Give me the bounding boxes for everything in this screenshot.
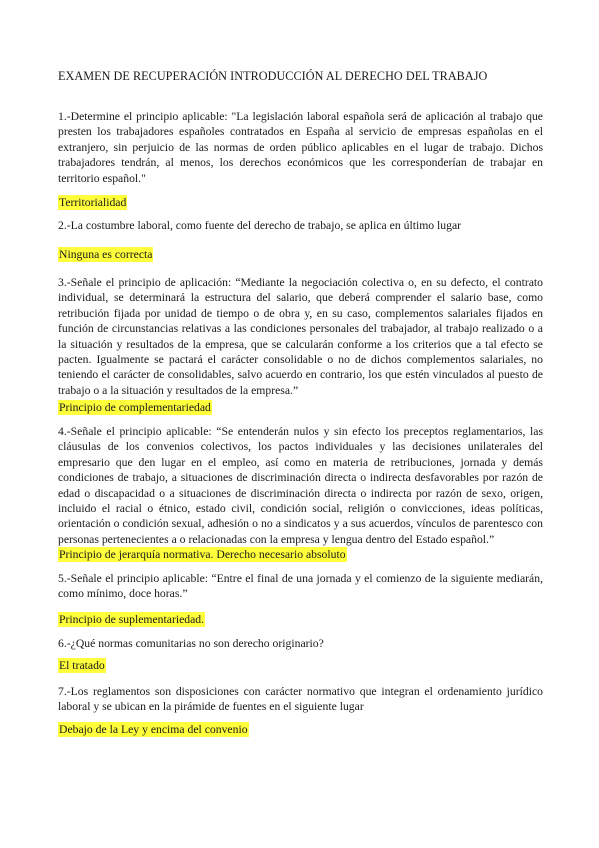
question-1: 1.-Determine el principio aplicable: "La legislación laboral española será de aplicación al trabajo que presten los trabajadores españoles contratados en España al servicio de empresas españolas en el extranjero, sin perjuicio de las normas de orden público aplicables en el lugar de trabajo. Dichos trabajadores tendrán, al menos, los derechos económicos que les corresponderían de trabajar en territorio español." [58,110,543,185]
document-title: EXAMEN DE RECUPERACIÓN INTRODUCCIÓN AL DERECHO DEL TRABAJO [58,69,488,83]
question-2: 2.-La costumbre laboral, como fuente del derecho de trabajo, se aplica en último lugar [58,219,462,232]
question-6: 6.-¿Qué normas comunitarias no son derecho originario? [58,637,324,650]
answer-3: Principio de complementariedad [59,401,211,414]
question-3: 3.-Señale el principio de aplicación: “Mediante la negociación colectiva o, en su defecto, el contrato individual, se determinará la estructura del salario, que deberá comprender el salario base, como retribución fijada por unidad de tiempo o de obra y, en su caso, complementos salariales fijados en función de circunstancias relativas a las condiciones personales del trabajador, al trabajo realizado o a la situación y resultados de la empresa, que se calcularán conforme a los criterios que a tal efecto se pacten. Igualmente se pactará el carácter consolidable o no de dichos complementos salariales, no teniendo el carácter de consolidables, salvo acuerdo en contrario, los que estén vinculados al puesto de trabajo o a la situación y resultados de la empresa.” [58,276,543,397]
question-5: 5.-Señale el principio aplicable: “Entre el final de una jornada y el comienzo de la siguiente mediarán, como mínimo, doce horas.” [58,572,543,601]
answer-5: Principio de suplementariedad. [59,613,205,626]
answer-7: Debajo de la Ley y encima del convenio [59,723,248,736]
question-4: 4.-Señale el principio aplicable: “Se entenderán nulos y sin efecto los preceptos reglamentarios, las cláusulas de los convenios colectivos, los pactos individuales y las decisiones unilaterales del empresario que den lugar en el empleo, así como en materia de retribuciones, jornada y demás condiciones de trabajo, a situaciones de discriminación directa o indirecta desfavorables por razón de edad o discapacidad o a situaciones de discriminación directa o indirecta por razón de sexo, origen, incluido el racial o étnico, estado civil, condición social, religión o convicciones, ideas políticas, orientación o condición sexual, adhesión o no a sindicatos y a sus acuerdos, vínculos de parentesco con personas pertenecientes a o relacionadas con la empresa y lengua dentro del Estado español.” [58,425,543,546]
answer-4: Principio de jerarquía normativa. Derecho necesario absoluto [59,548,346,561]
question-7: 7.-Los reglamentos son disposiciones con carácter normativo que integran el ordenamiento jurídico laboral y se ubican en la pirámide de fuentes en el siguiente lugar [58,685,543,714]
answer-2: Ninguna es correcta [59,248,153,261]
answer-1: Territorialidad [59,196,127,209]
answer-6: El tratado [59,659,105,672]
